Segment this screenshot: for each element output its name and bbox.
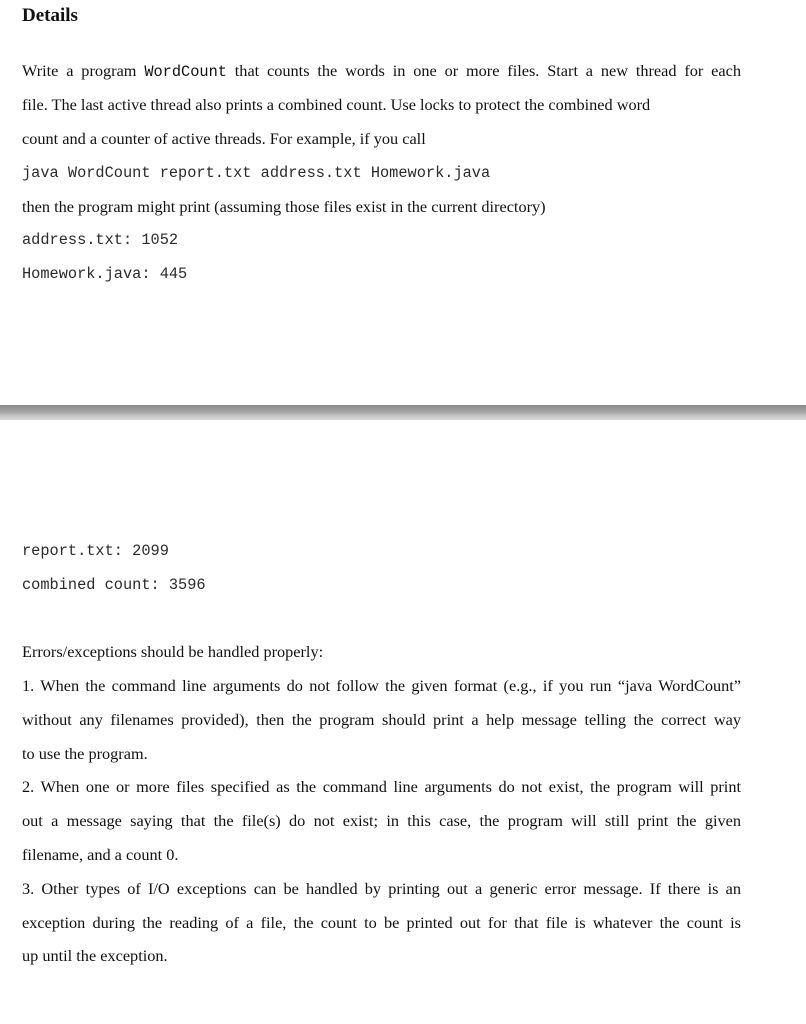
intro-line-1 xyxy=(22,61,741,82)
then-text: then the program might print (assuming those files exist in the current directory) xyxy=(22,197,546,216)
output-line: address.txt: 1052 xyxy=(22,231,179,249)
error-item-2-line: filename, and a count 0. xyxy=(22,845,179,864)
details-heading: Details xyxy=(22,5,78,26)
error-item-2-line: out a message saying that the file(s) do not exist; in this case, the program will still print the given xyxy=(22,811,741,830)
error-item-1-line: 1. When the command line arguments do not follow the given format (e.g., if you run “java WordCount” xyxy=(22,676,741,695)
command-example: java WordCount report.txt address.txt Homework.java xyxy=(22,164,491,182)
error-item-2-line: 2. When one or more files specified as the command line arguments do not exist, the program will print xyxy=(22,777,741,796)
error-item-3-line: 3. Other types of I/O exceptions can be handled by printing out a generic error message. If there is an xyxy=(22,879,741,898)
page-bottom xyxy=(0,420,806,1024)
output-line: report.txt: 2099 xyxy=(22,542,169,560)
intro-line-3: count and a counter of active threads. For example, if you call xyxy=(22,129,426,148)
errors-title: Errors/exceptions should be handled properly: xyxy=(22,642,324,661)
page-divider xyxy=(0,405,806,420)
error-item-3-line: up until the exception. xyxy=(22,946,168,965)
intro-text: Write a program xyxy=(22,61,145,80)
error-item-3-line: exception during the reading of a file, the count to be printed out for that file is whatever the count is xyxy=(22,913,741,932)
inline-code-wordcount: WordCount xyxy=(144,63,227,81)
page-top xyxy=(0,0,806,405)
error-item-1-line: without any filenames provided), then the program should print a help message telling the correct way xyxy=(22,710,741,729)
intro-line-2: file. The last active thread also prints a combined count. Use locks to protect the combined word xyxy=(22,95,651,114)
output-line: Homework.java: 445 xyxy=(22,265,188,283)
output-line: combined count: 3596 xyxy=(22,576,206,594)
intro-text: that counts the words in one or more files. Start a new thread for each xyxy=(226,61,741,80)
error-item-1-line: to use the program. xyxy=(22,744,148,763)
